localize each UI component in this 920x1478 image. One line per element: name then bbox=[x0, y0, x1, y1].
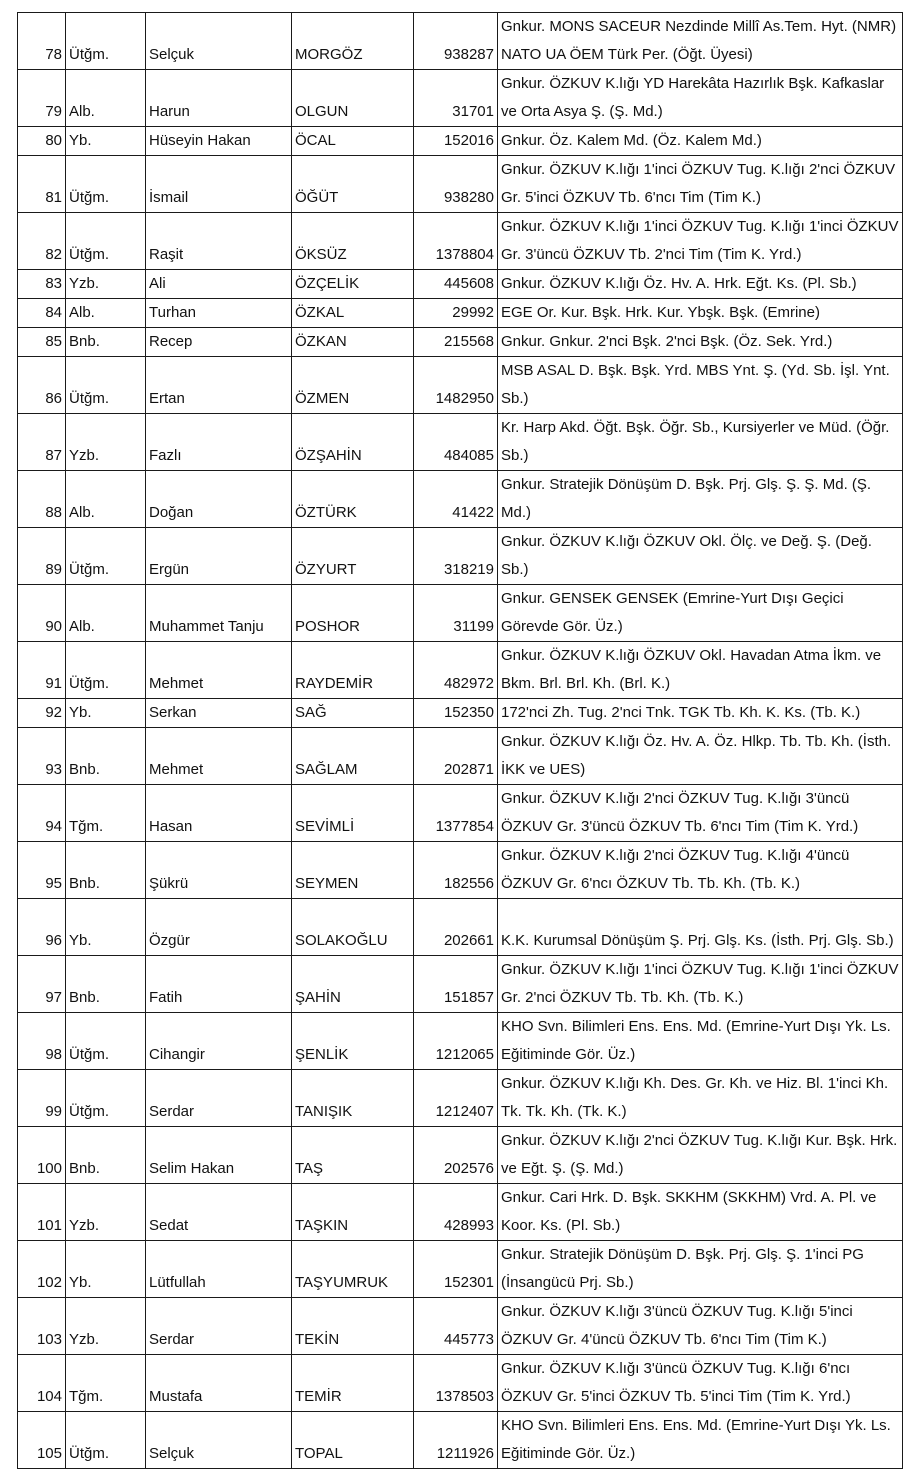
rank-cell: Bnb. bbox=[66, 728, 146, 785]
first-name-cell: Selim Hakan bbox=[146, 1127, 292, 1184]
assignment-cell: Gnkur. ÖZKUV K.lığı 2'nci ÖZKUV Tug. K.lığı Kur. Bşk. Hrk. ve Eğt. Ş. (Ş. Md.) bbox=[498, 1127, 903, 1184]
assignment-cell: Kr. Harp Akd. Öğt. Bşk. Öğr. Sb., Kursiyerler ve Müd. (Öğr. Sb.) bbox=[498, 414, 903, 471]
row-number: 99 bbox=[18, 1070, 66, 1127]
assignment-cell: Gnkur. Stratejik Dönüşüm D. Bşk. Prj. Glş. Ş. Ş. Md. (Ş. Md.) bbox=[498, 471, 903, 528]
rank-cell: Yb. bbox=[66, 1241, 146, 1298]
table-row bbox=[18, 842, 903, 899]
row-number: 83 bbox=[18, 270, 66, 299]
first-name-cell: Fatih bbox=[146, 956, 292, 1013]
surname-cell: ÖZÇELİK bbox=[292, 270, 414, 299]
registry-number-cell: 938280 bbox=[414, 156, 498, 213]
surname-cell: SAĞ bbox=[292, 699, 414, 728]
surname-cell: MORGÖZ bbox=[292, 13, 414, 70]
rank-cell: Yzb. bbox=[66, 1184, 146, 1241]
surname-cell: RAYDEMİR bbox=[292, 642, 414, 699]
assignment-cell: Gnkur. GENSEK GENSEK (Emrine-Yurt Dışı Geçici Görevde Gör. Üz.) bbox=[498, 585, 903, 642]
surname-cell: TAŞYUMRUK bbox=[292, 1241, 414, 1298]
first-name-cell: Ertan bbox=[146, 357, 292, 414]
table-row bbox=[18, 642, 903, 699]
row-number: 92 bbox=[18, 699, 66, 728]
registry-number-cell: 182556 bbox=[414, 842, 498, 899]
first-name-cell: Fazlı bbox=[146, 414, 292, 471]
registry-number-cell: 31199 bbox=[414, 585, 498, 642]
rank-cell: Ütğm. bbox=[66, 156, 146, 213]
first-name-cell: Ali bbox=[146, 270, 292, 299]
first-name-cell: Serkan bbox=[146, 699, 292, 728]
row-number: 91 bbox=[18, 642, 66, 699]
registry-number-cell: 151857 bbox=[414, 956, 498, 1013]
registry-number-cell: 318219 bbox=[414, 528, 498, 585]
table-row bbox=[18, 585, 903, 642]
first-name-cell: Hasan bbox=[146, 785, 292, 842]
row-number: 90 bbox=[18, 585, 66, 642]
first-name-cell: Mustafa bbox=[146, 1355, 292, 1412]
assignment-cell: Gnkur. ÖZKUV K.lığı 2'nci ÖZKUV Tug. K.lığı 3'üncü ÖZKUV Gr. 3'üncü ÖZKUV Tb. 6'ncı Tim (Tim K. Yrd.) bbox=[498, 785, 903, 842]
table-row bbox=[18, 70, 903, 127]
row-number: 88 bbox=[18, 471, 66, 528]
first-name-cell: Harun bbox=[146, 70, 292, 127]
first-name-cell: Selçuk bbox=[146, 13, 292, 70]
rank-cell: Bnb. bbox=[66, 956, 146, 1013]
surname-cell: SEVİMLİ bbox=[292, 785, 414, 842]
registry-number-cell: 41422 bbox=[414, 471, 498, 528]
personnel-table bbox=[17, 12, 903, 1469]
registry-number-cell: 1378503 bbox=[414, 1355, 498, 1412]
row-number: 97 bbox=[18, 956, 66, 1013]
rank-cell: Tğm. bbox=[66, 785, 146, 842]
rank-cell: Tğm. bbox=[66, 1355, 146, 1412]
rank-cell: Ütğm. bbox=[66, 1013, 146, 1070]
registry-number-cell: 1211926 bbox=[414, 1412, 498, 1469]
row-number: 78 bbox=[18, 13, 66, 70]
row-number: 89 bbox=[18, 528, 66, 585]
row-number: 79 bbox=[18, 70, 66, 127]
table-row bbox=[18, 328, 903, 357]
surname-cell: SOLAKOĞLU bbox=[292, 899, 414, 956]
table-row bbox=[18, 1298, 903, 1355]
assignment-cell: K.K. Kurumsal Dönüşüm Ş. Prj. Glş. Ks. (İsth. Prj. Glş. Sb.) bbox=[498, 899, 903, 956]
assignment-cell: Gnkur. ÖZKUV K.lığı Öz. Hv. A. Öz. Hlkp. Tb. Tb. Kh. (İsth. İKK ve UES) bbox=[498, 728, 903, 785]
registry-number-cell: 428993 bbox=[414, 1184, 498, 1241]
rank-cell: Yb. bbox=[66, 699, 146, 728]
rank-cell: Alb. bbox=[66, 70, 146, 127]
first-name-cell: Sedat bbox=[146, 1184, 292, 1241]
registry-number-cell: 31701 bbox=[414, 70, 498, 127]
first-name-cell: İsmail bbox=[146, 156, 292, 213]
assignment-cell: Gnkur. Gnkur. 2'nci Bşk. 2'nci Bşk. (Öz. Sek. Yrd.) bbox=[498, 328, 903, 357]
row-number: 100 bbox=[18, 1127, 66, 1184]
rank-cell: Bnb. bbox=[66, 1127, 146, 1184]
assignment-cell: Gnkur. ÖZKUV K.lığı ÖZKUV Okl. Havadan Atma İkm. ve Bkm. Brl. Brl. Kh. (Brl. K.) bbox=[498, 642, 903, 699]
registry-number-cell: 152016 bbox=[414, 127, 498, 156]
registry-number-cell: 202661 bbox=[414, 899, 498, 956]
registry-number-cell: 29992 bbox=[414, 299, 498, 328]
table-row bbox=[18, 1184, 903, 1241]
registry-number-cell: 152301 bbox=[414, 1241, 498, 1298]
row-number: 95 bbox=[18, 842, 66, 899]
rank-cell: Ütğm. bbox=[66, 1070, 146, 1127]
rank-cell: Yzb. bbox=[66, 414, 146, 471]
registry-number-cell: 152350 bbox=[414, 699, 498, 728]
row-number: 102 bbox=[18, 1241, 66, 1298]
surname-cell: ÖKSÜZ bbox=[292, 213, 414, 270]
registry-number-cell: 938287 bbox=[414, 13, 498, 70]
rank-cell: Yb. bbox=[66, 899, 146, 956]
row-number: 94 bbox=[18, 785, 66, 842]
first-name-cell: Selçuk bbox=[146, 1412, 292, 1469]
surname-cell: SEYMEN bbox=[292, 842, 414, 899]
rank-cell: Bnb. bbox=[66, 328, 146, 357]
first-name-cell: Şükrü bbox=[146, 842, 292, 899]
rank-cell: Yzb. bbox=[66, 270, 146, 299]
first-name-cell: Recep bbox=[146, 328, 292, 357]
rank-cell: Yzb. bbox=[66, 1298, 146, 1355]
first-name-cell: Serdar bbox=[146, 1298, 292, 1355]
rank-cell: Ütğm. bbox=[66, 13, 146, 70]
first-name-cell: Muhammet Tanju bbox=[146, 585, 292, 642]
surname-cell: TAŞ bbox=[292, 1127, 414, 1184]
row-number: 104 bbox=[18, 1355, 66, 1412]
rank-cell: Ütğm. bbox=[66, 213, 146, 270]
table-row bbox=[18, 956, 903, 1013]
row-number: 80 bbox=[18, 127, 66, 156]
row-number: 86 bbox=[18, 357, 66, 414]
surname-cell: ŞAHİN bbox=[292, 956, 414, 1013]
registry-number-cell: 1212065 bbox=[414, 1013, 498, 1070]
assignment-cell: Gnkur. MONS SACEUR Nezdinde Millî As.Tem. Hyt. (NMR) NATO UA ÖEM Türk Per. (Öğt. Üyesi) bbox=[498, 13, 903, 70]
table-row bbox=[18, 357, 903, 414]
registry-number-cell: 1212407 bbox=[414, 1070, 498, 1127]
assignment-cell: Gnkur. ÖZKUV K.lığı ÖZKUV Okl. Ölç. ve Değ. Ş. (Değ. Sb.) bbox=[498, 528, 903, 585]
first-name-cell: Raşit bbox=[146, 213, 292, 270]
table-row bbox=[18, 270, 903, 299]
surname-cell: TANIŞIK bbox=[292, 1070, 414, 1127]
table-row bbox=[18, 785, 903, 842]
rank-cell: Ütğm. bbox=[66, 642, 146, 699]
table-row bbox=[18, 299, 903, 328]
surname-cell: ÖZKAN bbox=[292, 328, 414, 357]
registry-number-cell: 215568 bbox=[414, 328, 498, 357]
row-number: 98 bbox=[18, 1013, 66, 1070]
table-row bbox=[18, 1355, 903, 1412]
first-name-cell: Hüseyin Hakan bbox=[146, 127, 292, 156]
surname-cell: SAĞLAM bbox=[292, 728, 414, 785]
assignment-cell: KHO Svn. Bilimleri Ens. Ens. Md. (Emrine-Yurt Dışı Yk. Ls. Eğitiminde Gör. Üz.) bbox=[498, 1412, 903, 1469]
table-row bbox=[18, 414, 903, 471]
registry-number-cell: 1378804 bbox=[414, 213, 498, 270]
table-row bbox=[18, 213, 903, 270]
assignment-cell: Gnkur. Cari Hrk. D. Bşk. SKKHM (SKKHM) Vrd. A. Pl. ve Koor. Ks. (Pl. Sb.) bbox=[498, 1184, 903, 1241]
table-row bbox=[18, 127, 903, 156]
table-row bbox=[18, 156, 903, 213]
row-number: 105 bbox=[18, 1412, 66, 1469]
first-name-cell: Lütfullah bbox=[146, 1241, 292, 1298]
row-number: 84 bbox=[18, 299, 66, 328]
row-number: 82 bbox=[18, 213, 66, 270]
assignment-cell: Gnkur. Stratejik Dönüşüm D. Bşk. Prj. Glş. Ş. 1'inci PG (İnsangücü Prj. Sb.) bbox=[498, 1241, 903, 1298]
row-number: 103 bbox=[18, 1298, 66, 1355]
registry-number-cell: 445608 bbox=[414, 270, 498, 299]
assignment-cell: Gnkur. ÖZKUV K.lığı 3'üncü ÖZKUV Tug. K.lığı 5'inci ÖZKUV Gr. 4'üncü ÖZKUV Tb. 6'ncı Tim (Tim K.) bbox=[498, 1298, 903, 1355]
rank-cell: Alb. bbox=[66, 585, 146, 642]
table-row bbox=[18, 1412, 903, 1469]
surname-cell: TAŞKIN bbox=[292, 1184, 414, 1241]
table-row bbox=[18, 899, 903, 956]
first-name-cell: Mehmet bbox=[146, 642, 292, 699]
registry-number-cell: 202576 bbox=[414, 1127, 498, 1184]
assignment-cell: MSB ASAL D. Bşk. Bşk. Yrd. MBS Ynt. Ş. (Yd. Sb. İşl. Ynt. Sb.) bbox=[498, 357, 903, 414]
table-row bbox=[18, 471, 903, 528]
assignment-cell: Gnkur. ÖZKUV K.lığı 1'inci ÖZKUV Tug. K.lığı 2'nci ÖZKUV Gr. 5'inci ÖZKUV Tb. 6'ncı Tim (Tim K.) bbox=[498, 156, 903, 213]
first-name-cell: Özgür bbox=[146, 899, 292, 956]
surname-cell: OLGUN bbox=[292, 70, 414, 127]
rank-cell: Bnb. bbox=[66, 842, 146, 899]
table-row bbox=[18, 1013, 903, 1070]
surname-cell: ÖĞÜT bbox=[292, 156, 414, 213]
row-number: 81 bbox=[18, 156, 66, 213]
surname-cell: ÖCAL bbox=[292, 127, 414, 156]
row-number: 85 bbox=[18, 328, 66, 357]
surname-cell: ÖZKAL bbox=[292, 299, 414, 328]
table-row bbox=[18, 1070, 903, 1127]
table-row bbox=[18, 528, 903, 585]
assignment-cell: 172'nci Zh. Tug. 2'nci Tnk. TGK Tb. Kh. K. Ks. (Tb. K.) bbox=[498, 699, 903, 728]
personnel-table-body bbox=[18, 13, 903, 1469]
registry-number-cell: 1377854 bbox=[414, 785, 498, 842]
row-number: 93 bbox=[18, 728, 66, 785]
first-name-cell: Doğan bbox=[146, 471, 292, 528]
surname-cell: ÖZŞAHİN bbox=[292, 414, 414, 471]
surname-cell: POSHOR bbox=[292, 585, 414, 642]
registry-number-cell: 202871 bbox=[414, 728, 498, 785]
rank-cell: Alb. bbox=[66, 299, 146, 328]
assignment-cell: Gnkur. ÖZKUV K.lığı Kh. Des. Gr. Kh. ve Hiz. Bl. 1'inci Kh. Tk. Tk. Kh. (Tk. K.) bbox=[498, 1070, 903, 1127]
first-name-cell: Ergün bbox=[146, 528, 292, 585]
assignment-cell: Gnkur. ÖZKUV K.lığı 1'inci ÖZKUV Tug. K.lığı 1'inci ÖZKUV Gr. 3'üncü ÖZKUV Tb. 2'nci Tim (Tim K. Yrd.) bbox=[498, 213, 903, 270]
first-name-cell: Mehmet bbox=[146, 728, 292, 785]
row-number: 87 bbox=[18, 414, 66, 471]
row-number: 96 bbox=[18, 899, 66, 956]
assignment-cell: Gnkur. ÖZKUV K.lığı Öz. Hv. A. Hrk. Eğt. Ks. (Pl. Sb.) bbox=[498, 270, 903, 299]
rank-cell: Ütğm. bbox=[66, 357, 146, 414]
surname-cell: TEKİN bbox=[292, 1298, 414, 1355]
first-name-cell: Cihangir bbox=[146, 1013, 292, 1070]
surname-cell: TOPAL bbox=[292, 1412, 414, 1469]
first-name-cell: Serdar bbox=[146, 1070, 292, 1127]
assignment-cell: Gnkur. ÖZKUV K.lığı YD Harekâta Hazırlık Bşk. Kafkaslar ve Orta Asya Ş. (Ş. Md.) bbox=[498, 70, 903, 127]
surname-cell: ÖZYURT bbox=[292, 528, 414, 585]
surname-cell: ÖZMEN bbox=[292, 357, 414, 414]
assignment-cell: Gnkur. ÖZKUV K.lığı 3'üncü ÖZKUV Tug. K.lığı 6'ncı ÖZKUV Gr. 5'inci ÖZKUV Tb. 5'inci Tim (Tim K. Yrd.) bbox=[498, 1355, 903, 1412]
row-number: 101 bbox=[18, 1184, 66, 1241]
surname-cell: ÖZTÜRK bbox=[292, 471, 414, 528]
assignment-cell: KHO Svn. Bilimleri Ens. Ens. Md. (Emrine-Yurt Dışı Yk. Ls. Eğitiminde Gör. Üz.) bbox=[498, 1013, 903, 1070]
first-name-cell: Turhan bbox=[146, 299, 292, 328]
rank-cell: Alb. bbox=[66, 471, 146, 528]
assignment-cell: EGE Or. Kur. Bşk. Hrk. Kur. Ybşk. Bşk. (Emrine) bbox=[498, 299, 903, 328]
rank-cell: Ütğm. bbox=[66, 1412, 146, 1469]
registry-number-cell: 482972 bbox=[414, 642, 498, 699]
rank-cell: Ütğm. bbox=[66, 528, 146, 585]
registry-number-cell: 484085 bbox=[414, 414, 498, 471]
surname-cell: TEMİR bbox=[292, 1355, 414, 1412]
rank-cell: Yb. bbox=[66, 127, 146, 156]
table-row bbox=[18, 13, 903, 70]
table-row bbox=[18, 699, 903, 728]
surname-cell: ŞENLİK bbox=[292, 1013, 414, 1070]
registry-number-cell: 1482950 bbox=[414, 357, 498, 414]
assignment-cell: Gnkur. ÖZKUV K.lığı 1'inci ÖZKUV Tug. K.lığı 1'inci ÖZKUV Gr. 2'nci ÖZKUV Tb. Tb. Kh. (Tb. K.) bbox=[498, 956, 903, 1013]
registry-number-cell: 445773 bbox=[414, 1298, 498, 1355]
assignment-cell: Gnkur. Öz. Kalem Md. (Öz. Kalem Md.) bbox=[498, 127, 903, 156]
assignment-cell: Gnkur. ÖZKUV K.lığı 2'nci ÖZKUV Tug. K.lığı 4'üncü ÖZKUV Gr. 6'ncı ÖZKUV Tb. Tb. Kh. (Tb. K.) bbox=[498, 842, 903, 899]
table-row bbox=[18, 728, 903, 785]
table-row bbox=[18, 1241, 903, 1298]
table-row bbox=[18, 1127, 903, 1184]
